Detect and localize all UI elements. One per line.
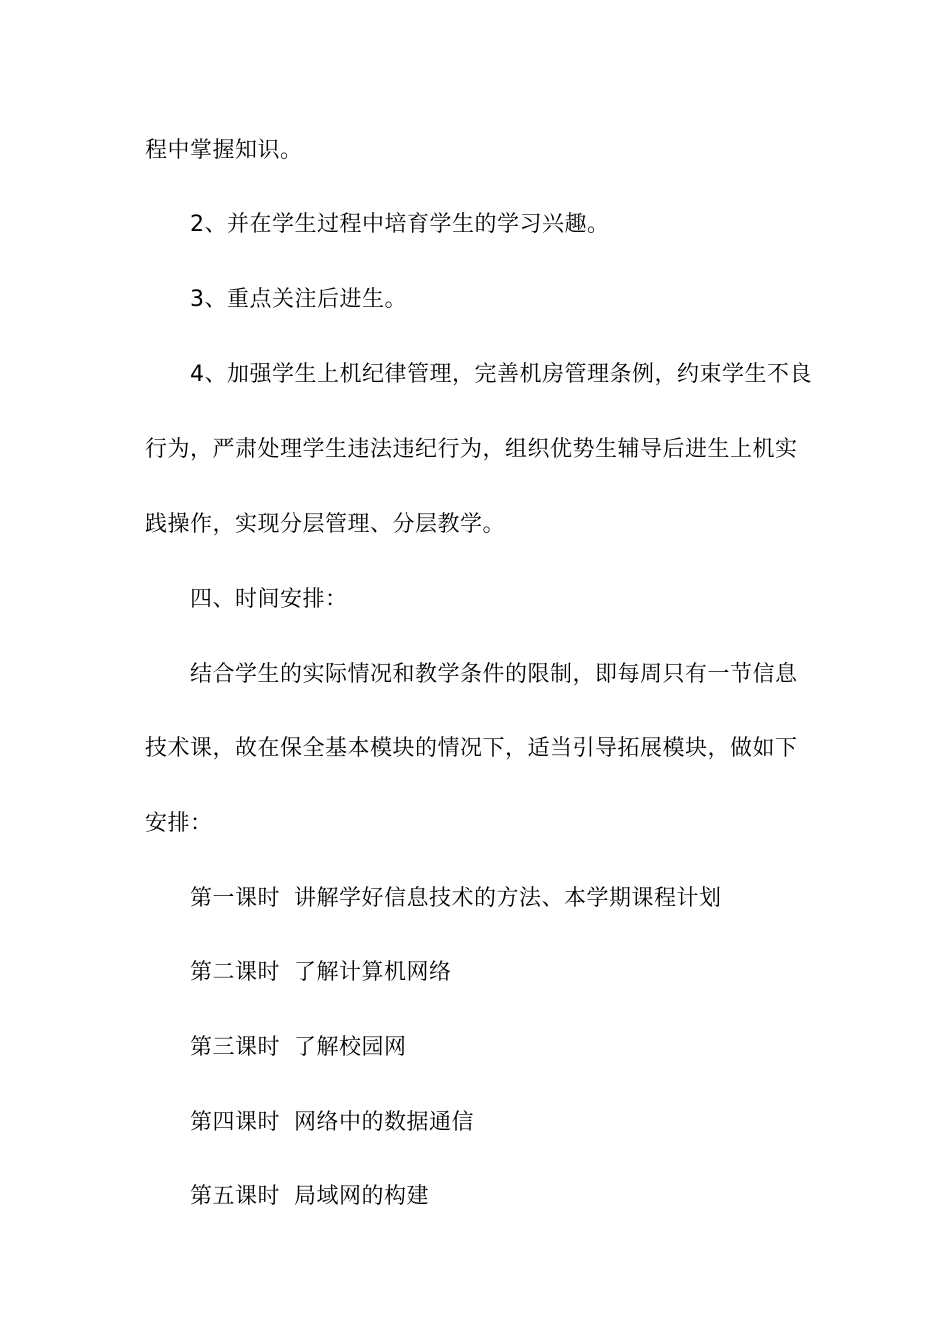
paragraph-line: 行为，严肃处理学生违法违纪行为，组织优势生辅导后进生上机实 xyxy=(145,437,798,462)
paragraph-line: 安排： xyxy=(145,811,213,836)
schedule-lesson: 第五课时 xyxy=(190,1184,281,1209)
list-item-3: 3、重点关注后进生。 xyxy=(190,287,407,312)
paragraph-line: 践操作，实现分层管理、分层教学。 xyxy=(145,512,506,537)
schedule-topic: 了解计算机网络 xyxy=(294,960,452,985)
schedule-row xyxy=(190,958,815,988)
schedule-topic: 局域网的构建 xyxy=(294,1184,430,1209)
schedule-row xyxy=(190,1033,815,1063)
schedule-row xyxy=(190,1182,815,1212)
paragraph-line: 结合学生的实际情况和教学条件的限制，即每周只有一节信息 xyxy=(190,662,798,687)
schedule-lesson: 第四课时 xyxy=(190,1110,281,1135)
list-item-4: 4、加强学生上机纪律管理，完善机房管理条例，约束学生不良 xyxy=(190,362,812,387)
schedule-row xyxy=(190,884,815,914)
schedule-lesson: 第二课时 xyxy=(190,960,281,985)
schedule-lesson: 第一课时 xyxy=(190,886,281,911)
schedule-row xyxy=(190,1108,815,1138)
schedule-topic: 网络中的数据通信 xyxy=(294,1110,475,1135)
schedule-topic: 讲解学好信息技术的方法、本学期课程计划 xyxy=(294,886,722,911)
section-heading: 四、时间安排： xyxy=(190,587,348,612)
paragraph-line: 程中掌握知识。 xyxy=(145,138,303,163)
schedule-lesson: 第三课时 xyxy=(190,1035,281,1060)
list-item-2: 2、并在学生过程中培育学生的学习兴趣。 xyxy=(190,212,610,237)
paragraph-line: 技术课，故在保全基本模块的情况下，适当引导拓展模块，做如下 xyxy=(145,736,798,761)
schedule-topic: 了解校园网 xyxy=(294,1035,407,1060)
